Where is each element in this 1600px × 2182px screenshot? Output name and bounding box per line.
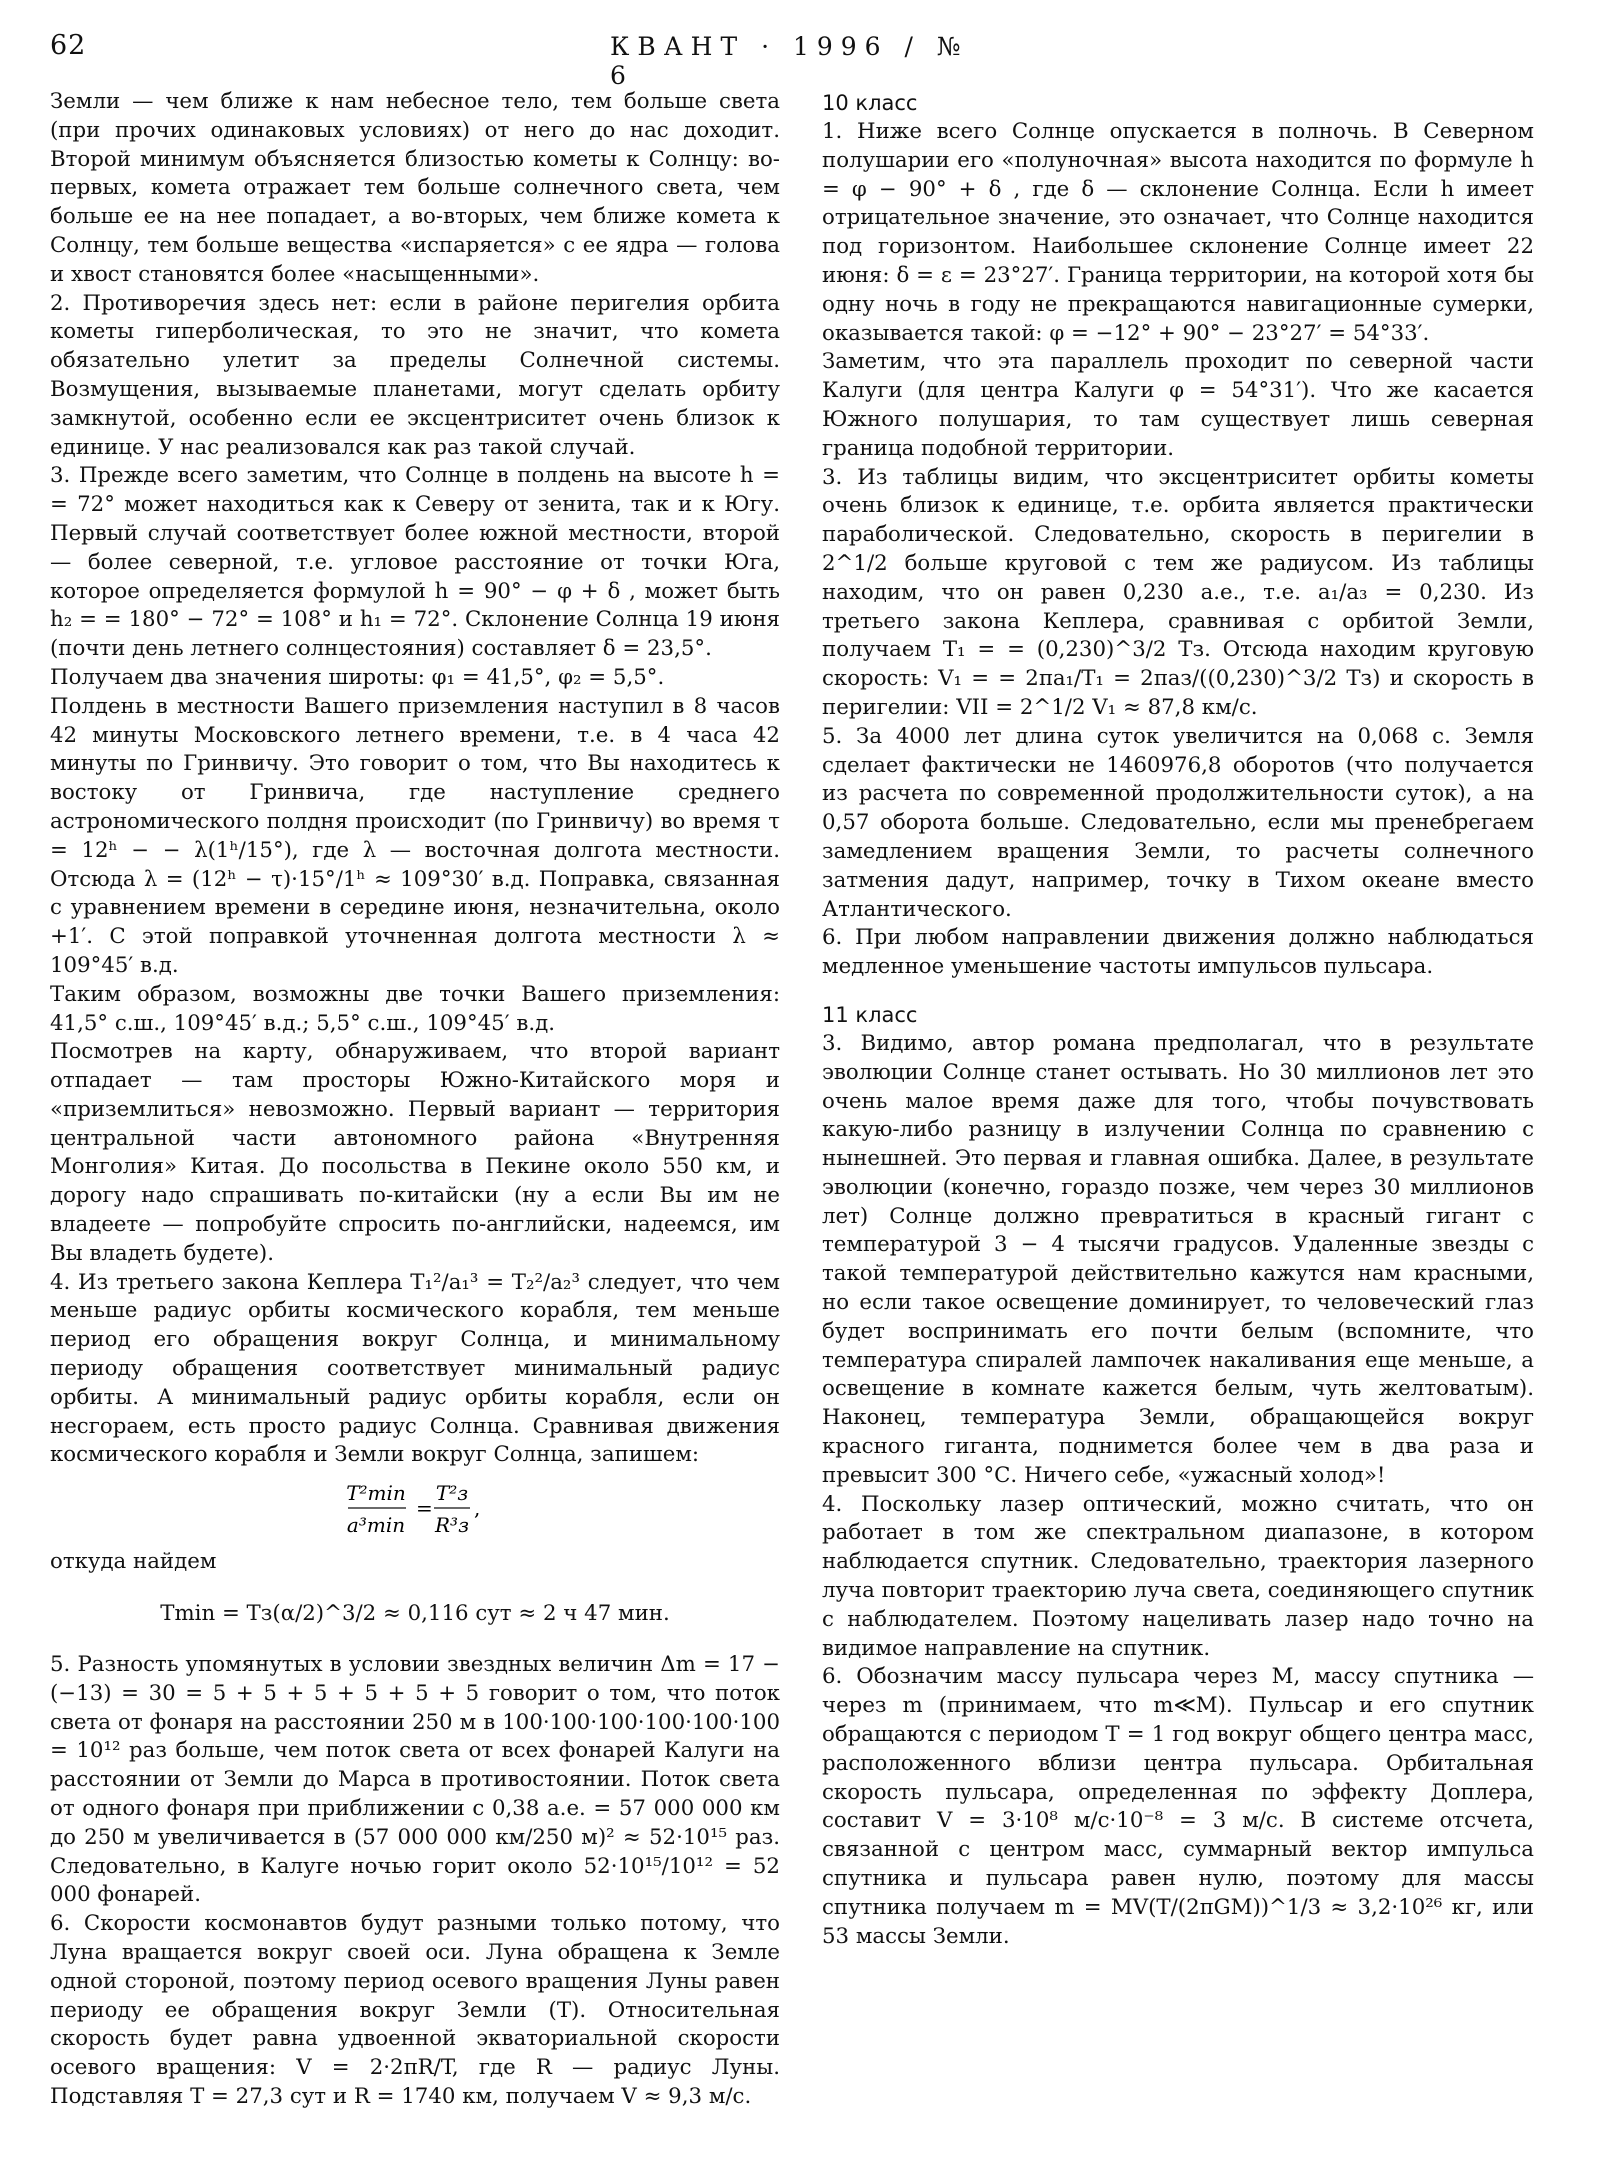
formula-kepler-ratio [50,1476,780,1542]
answer-3: 3. Видимо, автор романа предполагал, что в результате эволюции Солнце станет остывать. Но 30 миллионов лет это очень малое время даже для того, чтобы почувствовать какую-либо разницу в излучении Солнца по сравнению с нынешней. Это первая и главная ошибка. Далее, в результате эволюции (конечно, гораздо позже, чем через 30 миллионов лет) Солнце должно превратиться в красный гигант с температурой 3 − 4 тысячи градусов. Удаленные звезды с такой температурой действительно кажутся нам красными, но если такое освещение доминирует, то человеческий глаз будет воспринимать его почти белым (вспомните, что температура спиралей лампочек накаливания еще меньше, а освещение в комнате кажется белым, чуть желтоватым). Наконец, температура Земли, обращающейся вокруг красного гиганта, поднимется более чем в два раза и превысит 300 °С. Ничего себе, «ужасный холод»! [822,1030,1534,1488]
answer-6: 6. При любом направлении движения должно наблюдаться медленное уменьшение частоты импульсов пульсара. [822,925,1534,980]
paragraph: Земли — чем ближе к нам небесное тело, тем больше света (при прочих одинаковых условиях) от него до нас доходит. Второй минимум объясняется близостью кометы к Солнцу: во-первых, комета отражает тем больше солнечного света, чем больше ее на нее попадает, а во-вторых, чем ближе комета к Солнцу, тем больше вещества «испаряется» с ее ядра — голова и хвост становятся более «насыщенными». [50,89,780,287]
paragraph: Посмотрев на карту, обнаруживаем, что второй вариант отпадает — там просторы Южно-Китайского моря и «приземлиться» невозможно. Первый вариант — территория центральной части автономного района «Внутренняя Монголия» Китая. До посольства в Пекине около 550 км, и дорогу надо спрашивать по-китайски (ну а если Вы им не владеете — попробуйте спросить по-английски, надеемся, им Вы владеть будете). [50,1039,780,1266]
formula-lhs-num: T²min [346,1481,406,1506]
paragraph: Таким образом, возможны две точки Вашего приземления: 41,5° с.ш., 109°45′ в.д.; 5,5° с.ш., 109°45′ в.д. [50,981,780,1036]
left-column [50,88,780,2112]
paragraph: Получаем два значения широты: φ₁ = 41,5°, φ₂ = 5,5°. [50,664,665,690]
kepler-fraction [340,1476,490,1542]
formula-rhs-den: R³з [435,1513,469,1538]
formula-lhs-den: a³min [346,1513,406,1538]
answer-1: 1. Ниже всего Солнце опускается в полночь. В Северном полушарии его «полуночная» высота находится по формуле h = φ − 90° + δ , где δ — склонение Солнца. Если h имеет отрицательное значение, это означает, что Солнце находится под горизонтом. Наибольшее склонение Солнце имеет 22 июня: δ = ε = 23°27′. Граница территории, на которой хотя бы одну ночь в году не прекращаются навигационные сумерки, оказывается такой: φ = −12° + 90° − 23°27′ = 54°33′. [822,119,1534,346]
formula-tmin: Tmin = Tз(α/2)^3/2 ≈ 0,116 сут ≈ 2 ч 47 мин. [160,1601,670,1627]
answer-3: 3. Прежде всего заметим, что Солнце в полдень на высоте h = = 72° может находиться как к Северу от зенита, так и к Югу. Первый случай соответствует более южной местности, второй — более северной, т.е. угловое расстояние от точки Юга, которое определяется формулой h = 90° − φ + δ , может быть h₂ = = 180° − 72° = 108° и h₁ = 72°. Склонение Солнца 19 июня (почти день летнего солнцестояния) составляет δ = 23,5°. [50,463,780,662]
formula-rhs-num: T²з [435,1481,469,1506]
page-number: 62 [50,30,87,61]
answer-6: 6. Обозначим массу пульсара через M, массу спутника — через m (принимаем, что m≪M). Пульсар и его спутник обращаются с периодом T = 1 год вокруг общего центра масс, расположенного вблизи центра пульсара. Орбитальная скорость пульсара, определенная по эффекту Доплера, составит V = 3·10⁸ м/с·10⁻⁸ = 3 м/с. В системе отсчета, связанной с центром масс, суммарный вектор импульса спутника и пульсара равен нулю, поэтому для массы спутника получаем m = MV(T/(2πGM))^1/3 ≈ 3,2·10²⁶ кг, или 53 массы Земли. [822,1664,1534,1949]
section-title-10: 10 класс [822,91,918,115]
answer-5: 5. Разность упомянутых в условии звездных величин Δm = 17 − (−13) = 30 = 5 + 5 + 5 + 5 + 5 + 5 говорит о том, что поток света от фонаря на расстоянии 250 м в 100·100·100·100·100·100 = 10¹² раз больше, чем поток света от всех фонарей Калуги на расстоянии от Земли до Марса в противостоянии. Поток света от одного фонаря при приближении с 0,38 а.е. = 57 000 000 км до 250 м увеличивается в (57 000 000 км/250 м)² ≈ 52·10¹⁵ раз. Следовательно, в Калуге ночью горит около 52·10¹⁵/10¹² = 52 000 фонарей. [50,1652,780,1908]
answer-4: 4. Поскольку лазер оптический, можно считать, что он работает в том же спектральном диапазоне, в котором наблюдается спутник. Следовательно, траектория лазерного луча повторит траекторию луча света, соединяющего спутник с наблюдателем. Поэтому нацеливать лазер надо точно на видимое направление на спутник. [822,1491,1534,1661]
svg-text:,: , [474,1496,481,1521]
paragraph: откуда найдем [50,1549,217,1575]
right-column [822,88,1534,1951]
svg-text:=: = [416,1496,433,1521]
page-header [50,30,976,90]
journal-title: КВАНТ · 1996 / № 6 [610,32,969,90]
answer-5: 5. За 4000 лет длина суток увеличится на 0,068 с. Земля сделает фактически не 1460976,8 оборотов (что получается из расчета по современной продолжительности суток), а на 0,57 оборота больше. Следовательно, если мы пренебрегаем замедлением вращения Земли, то расчеты солнечного затмения дадут, например, точку в Тихом океане вместо Атлантического. [822,723,1534,922]
answer-3: 3. Из таблицы видим, что эксцентриситет орбиты кометы очень близок к единице, т.е. орбита является практически параболической. Следовательно, скорость в перигелии в 2^1/2 больше круговой с тем же радиусом. Из таблицы находим, что он равен 0,230 а.е., т.е. a₁/a₃ = 0,230. Из третьего закона Кеплера, сравнивая с орбитой Земли, получаем T₁ = = (0,230)^3/2 Tз. Отсюда находим круговую скорость: V₁ = = 2πa₁/T₁ = 2πaз/((0,230)^3/2 Tз) и скорость в перигелии: VII = 2^1/2 V₁ ≈ 87,8 км/с. [822,464,1534,720]
paragraph: Полдень в местности Вашего приземления наступил в 8 часов 42 минуты Московского летнего времени, т.е. в 4 часа 42 минуты по Гринвичу. Это говорит о том, что Вы находитесь к востоку от Гринвича, где наступление среднего астрономического полдня происходит (по Гринвичу) во время τ = 12ʰ − − λ(1ʰ/15°), где λ — восточная долгота местности. Отсюда λ = (12ʰ − τ)·15°/1ʰ ≈ 109°30′ в.д. Поправка, связанная с уравнением времени в середине июня, незначительна, около +1′. С этой поправкой уточненная долгота местности λ ≈ 109°45′ в.д. [50,693,780,978]
answer-2: 2. Противоречия здесь нет: если в районе перигелия орбита кометы гиперболическая, то это не значит, что комета обязательно улетит за пределы Солнечной системы. Возмущения, вызываемые планетами, могут сделать орбиту замкнутой, особенно если ее эксцентриситет очень близок к единице. У нас реализовался как раз такой случай. [50,290,780,460]
answer-4: 4. Из третьего закона Кеплера T₁²/a₁³ = T₂²/a₂³ следует, что чем меньше радиус орбиты космического корабля, тем меньше период его обращения вокруг Солнца, и минимальному периоду обращения соответствует минимальный радиус орбиты. А минимальный радиус орбиты корабля, если он несгораем, есть просто радиус Солнца. Сравнивая движения космического корабля и Земли вокруг Солнца, запишем: [50,1269,780,1468]
section-title-11: 11 класс [822,1002,918,1027]
paragraph: Заметим, что эта параллель проходит по северной части Калуги (для центра Калуги φ = 54°31′). Что же касается Южного полушария, то там существует лишь северная граница подобной территории. [822,349,1534,461]
answer-6: 6. Скорости космонавтов будут разными только потому, что Луна вращается вокруг своей оси. Луна обращена к Земле одной стороной, поэтому период осевого вращения Луны равен периоду ее обращения вокруг Земли (T). Относительная скорость будет равна удвоенной экваториальной скорости осевого вращения: V = 2·2πR/T, где R — радиус Луны. Подставляя T = 27,3 сут и R = 1740 км, получаем V ≈ 9,3 м/с. [50,1911,780,2109]
